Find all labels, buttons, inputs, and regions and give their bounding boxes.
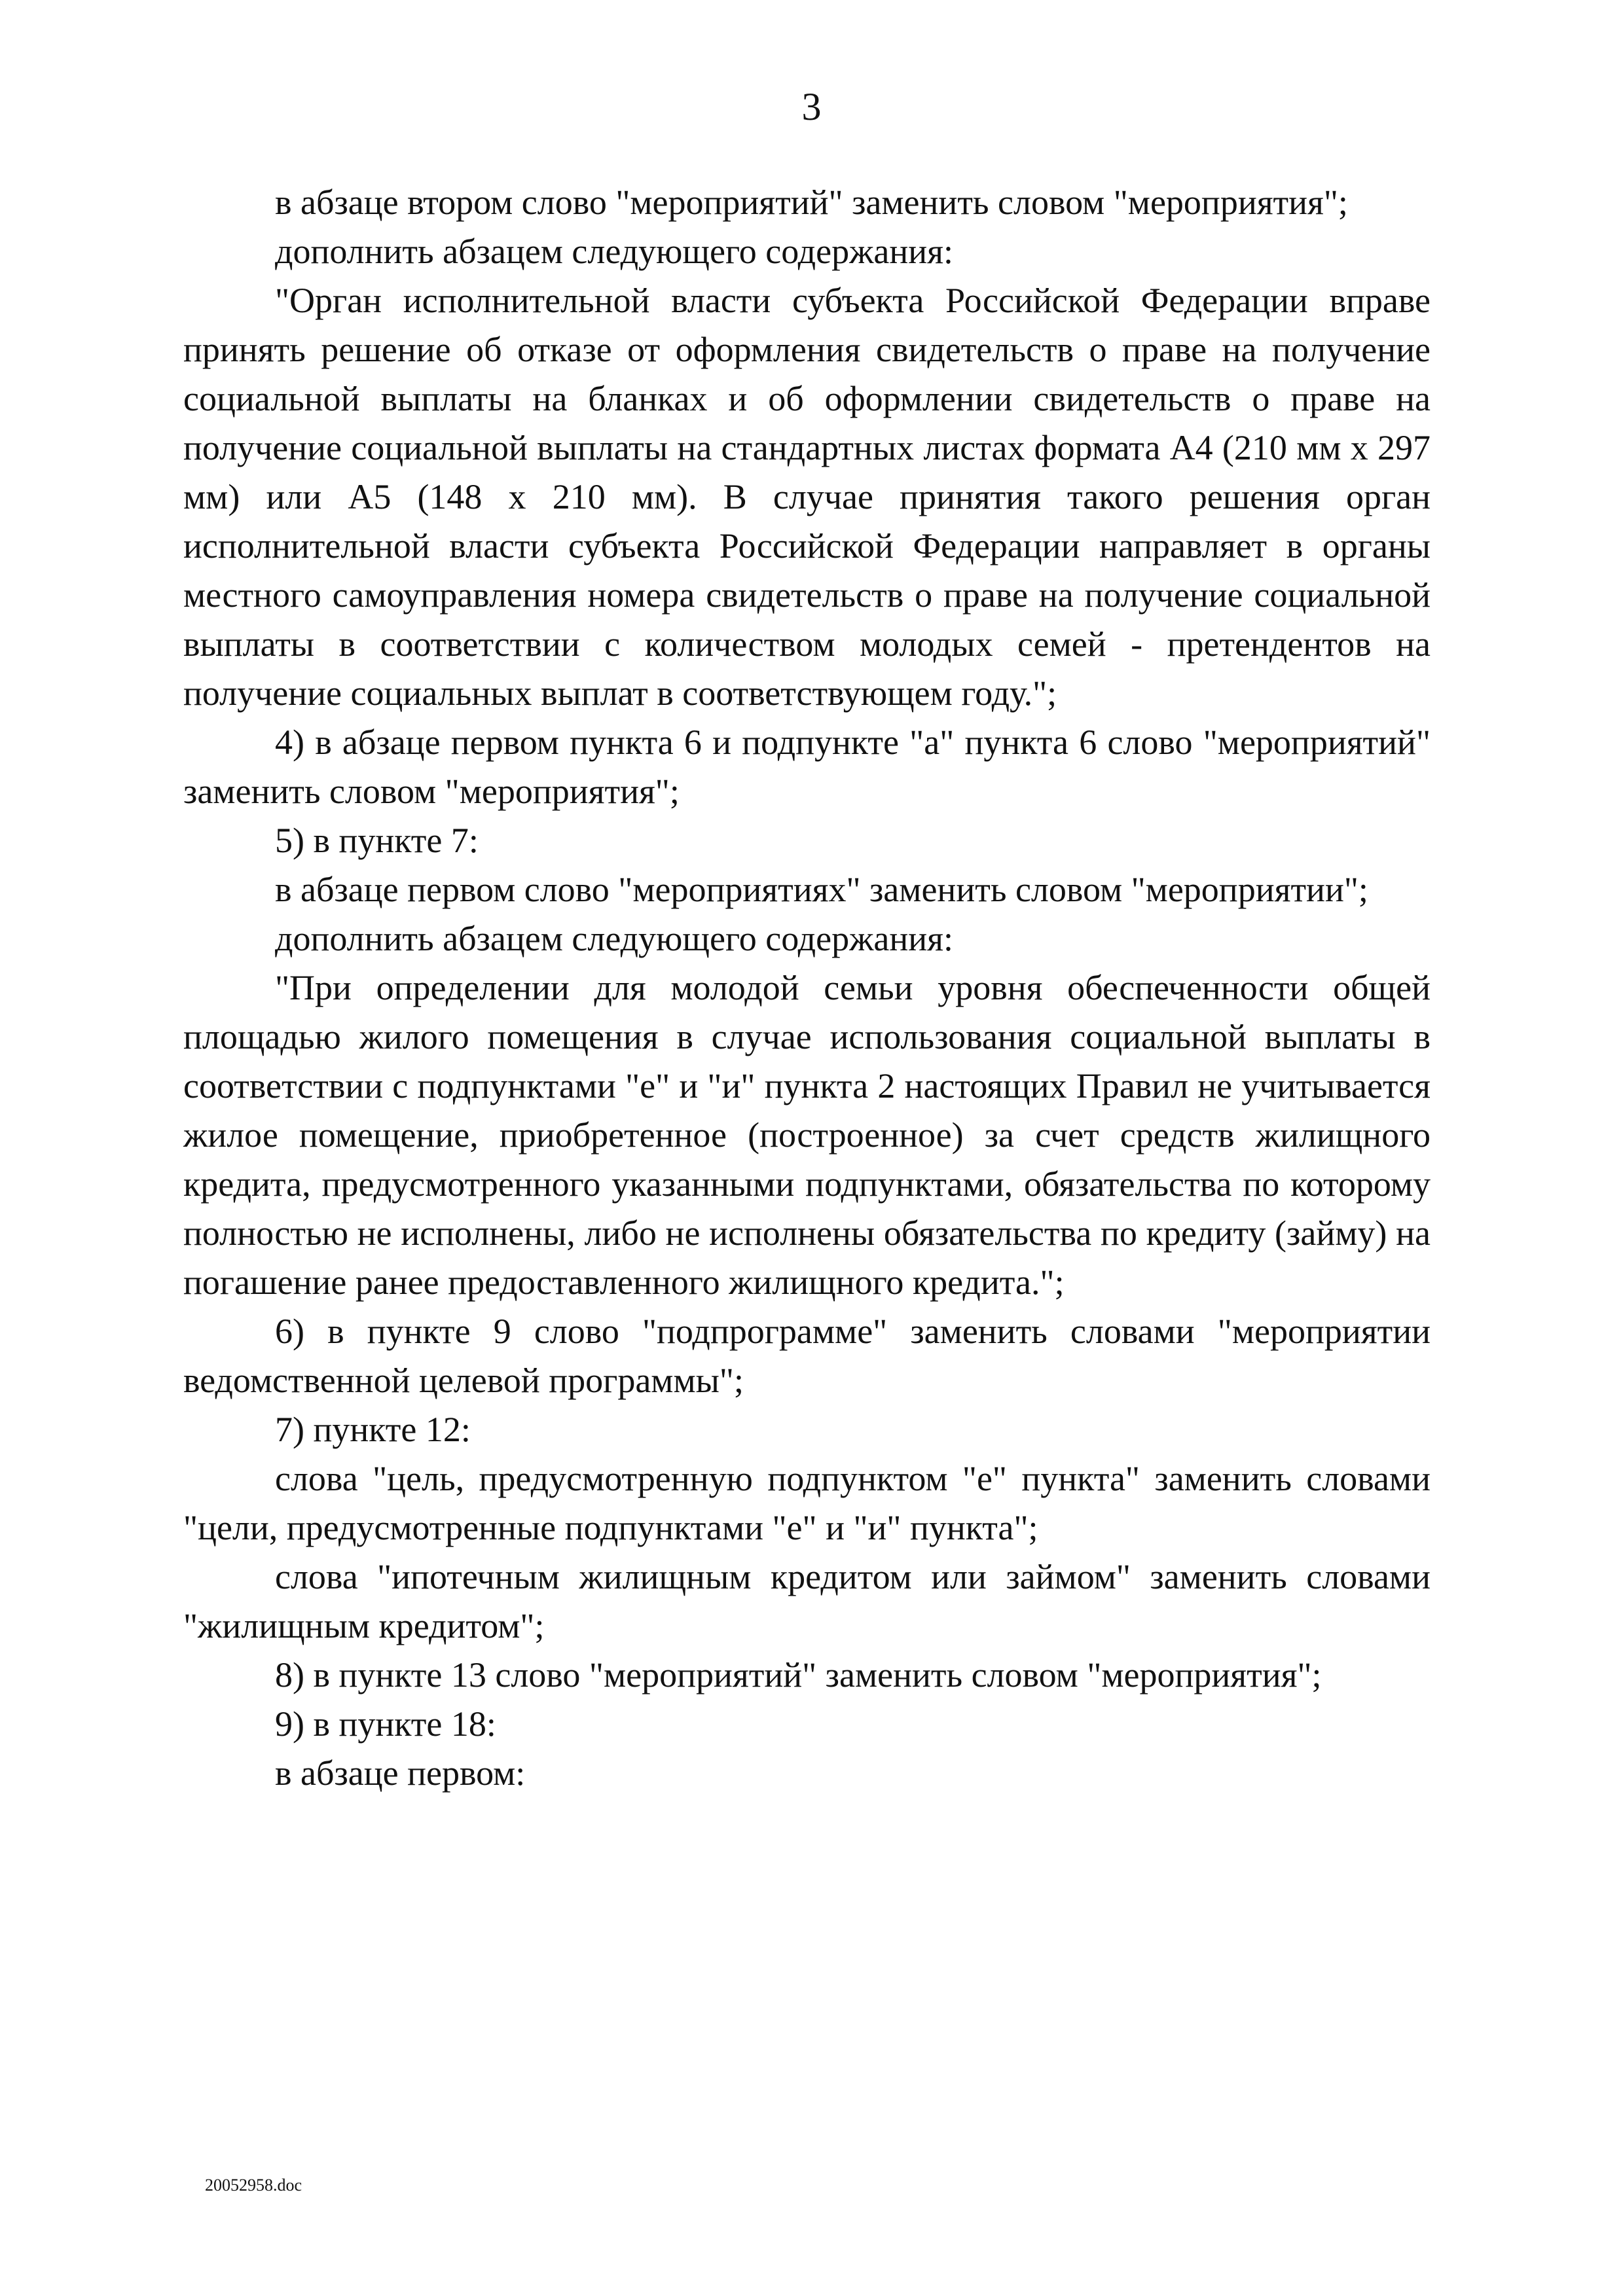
paragraph: в абзаце первом слово "мероприятиях" заменить словом "мероприятии"; — [275, 870, 1368, 909]
paragraph: 6) в пункте 9 слово "подпрограмме" заменить словами "мероприятии ведомственной целевой программы"; — [183, 1312, 1431, 1400]
document-body — [183, 178, 1431, 1798]
paragraph: дополнить абзацем следующего содержания: — [275, 232, 954, 271]
paragraph: в абзаце втором слово "мероприятий" заменить словом "мероприятия"; — [275, 183, 1348, 222]
paragraph: 7) пункте 12: — [275, 1410, 471, 1449]
paragraph: 9) в пункте 18: — [275, 1704, 496, 1744]
paragraph: дополнить абзацем следующего содержания: — [275, 919, 954, 958]
paragraph: в абзаце первом: — [275, 1753, 526, 1793]
paragraph: "При определении для молодой семьи уровня обеспеченности общей площадью жилого помещения в случае использования социальной выплаты в соответствии с подпунктами "е" и "и" пункта 2 настоящих Правил не учитывается жилое помещение, приобретенное (построенное) за счет средств жилищного кредита, предусмотренного указанными подпунктами, обязательства по которому полностью не исполнены, либо не исполнены обязательства по кредиту (займу) на погашение ранее предоставленного жилищного кредита."; — [183, 968, 1431, 1302]
paragraph: 4) в абзаце первом пункта 6 и подпункте "а" пункта 6 слово "мероприятий" заменить словом "мероприятия"; — [183, 723, 1431, 811]
paragraph: "Орган исполнительной власти субъекта Российской Федерации вправе принять решение об отказе от оформления свидетельств о праве на получение социальной выплаты на бланках и об оформлении свидетельств о праве на получение социальной выплаты на стандартных листах формата А4 (210 мм х 297 мм) или А5 (148 х 210 мм). В случае принятия такого решения орган исполнительной власти субъекта Российской Федерации направляет в органы местного самоуправления номера свидетельств о праве на получение социальной выплаты в соответствии с количеством молодых семей - претендентов на получение социальных выплат в соответствующем году."; — [183, 281, 1431, 713]
paragraph: 5) в пункте 7: — [275, 821, 479, 860]
page-number: 3 — [801, 85, 822, 128]
paragraph: слова "ипотечным жилищным кредитом или займом" заменить словами "жилищным кредитом"; — [183, 1557, 1431, 1645]
paragraph: 8) в пункте 13 слово "мероприятий" заменить словом "мероприятия"; — [275, 1655, 1322, 1695]
footer-filename: 20052958.doc — [205, 2176, 302, 2195]
paragraph: слова "цель, предусмотренную подпунктом "е" пункта" заменить словами "цели, предусмотренные подпунктами "е" и "и" пункта"; — [183, 1459, 1431, 1547]
